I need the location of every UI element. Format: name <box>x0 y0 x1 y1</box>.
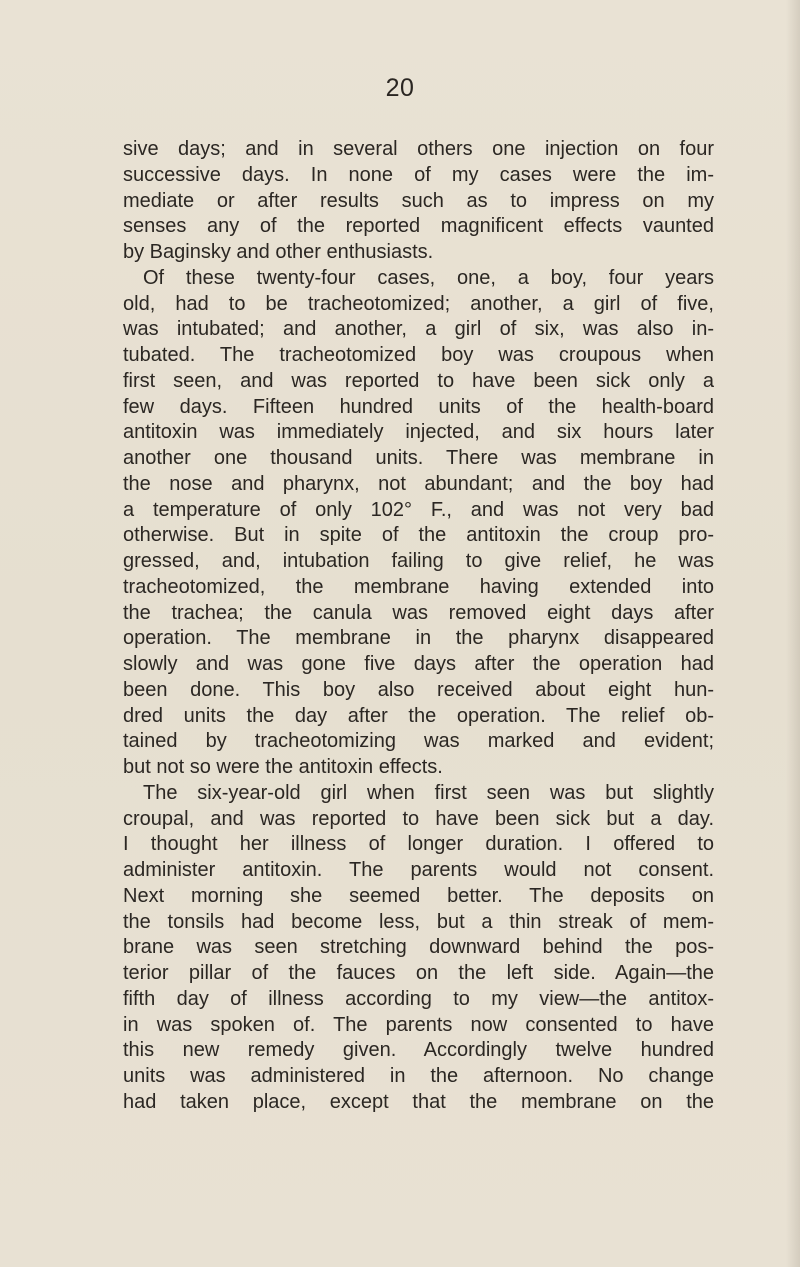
text-line: sive days; and in several others one injection on four <box>123 138 714 160</box>
text-line: this new remedy given. Accordingly twelve hundred <box>123 1039 714 1062</box>
text-line: the trachea; the canula was removed eight days after <box>123 601 714 624</box>
text-line: had taken place, except that the membrane on the <box>123 1090 714 1113</box>
text-line: been done. This boy also received about eight hun- <box>123 678 714 701</box>
text-line: by Baginsky and other enthusiasts. <box>123 241 434 263</box>
text-line: croupal, and was reported to have been sick but a day. <box>123 807 714 830</box>
text-line: was intubated; and another, a girl of six, was also in- <box>123 318 714 341</box>
text-line: successive days. In none of my cases were the im- <box>123 163 714 186</box>
text-line: first seen, and was reported to have been sick only a <box>123 369 714 392</box>
body-text <box>123 137 714 1116</box>
text-line: senses any of the reported magnificent effects vaunted <box>123 215 714 238</box>
text-line: Next morning she seemed better. The deposits on <box>123 884 714 907</box>
text-line: fifth day of illness according to my view—the antitox- <box>123 987 714 1010</box>
text-line: slowly and was gone five days after the operation had <box>123 653 714 675</box>
text-line: dred units the day after the operation. The relief ob- <box>123 704 714 727</box>
page-number: 20 <box>385 74 415 102</box>
page-edge-shadow <box>786 0 800 1267</box>
text-line: units was administered in the afternoon. No change <box>123 1065 714 1087</box>
text-line: but not so were the antitoxin effects. <box>123 756 443 778</box>
text-line: Of these twenty-four cases, one, a boy, four years <box>143 266 714 289</box>
text-line: few days. Fifteen hundred units of the health-board <box>123 395 714 418</box>
text-line: administer antitoxin. The parents would not consent. <box>123 859 714 881</box>
text-line: old, had to be tracheotomized; another, a girl of five, <box>123 292 714 315</box>
text-line: I thought her illness of longer duration. I offered to <box>123 833 714 856</box>
text-line: mediate or after results such as to impress on my <box>123 189 714 212</box>
text-line: another one thousand units. There was membrane in <box>123 447 714 469</box>
text-line: tained by tracheotomizing was marked and evident; <box>123 730 714 753</box>
text-line: tubated. The tracheotomized boy was croupous when <box>123 344 714 366</box>
text-line: tracheotomized, the membrane having extended into <box>123 575 714 598</box>
text-line: the tonsils had become less, but a thin streak of mem- <box>123 910 714 933</box>
text-line: antitoxin was immediately injected, and six hours later <box>123 421 714 444</box>
text-line: The six-year-old girl when first seen was but slightly <box>143 781 714 804</box>
text-line: in was spoken of. The parents now consented to have <box>123 1013 714 1036</box>
text-line: a temperature of only 102° F., and was not very bad <box>123 498 714 521</box>
text-line: operation. The membrane in the pharynx disappeared <box>123 627 714 650</box>
text-line: brane was seen stretching downward behind the pos- <box>123 936 714 959</box>
text-line: otherwise. But in spite of the antitoxin the croup pro- <box>123 524 714 547</box>
text-line: gressed, and, intubation failing to give relief, he was <box>123 550 714 572</box>
text-line: terior pillar of the fauces on the left side. Again—the <box>123 962 714 984</box>
text-line: the nose and pharynx, not abundant; and the boy had <box>123 472 714 495</box>
